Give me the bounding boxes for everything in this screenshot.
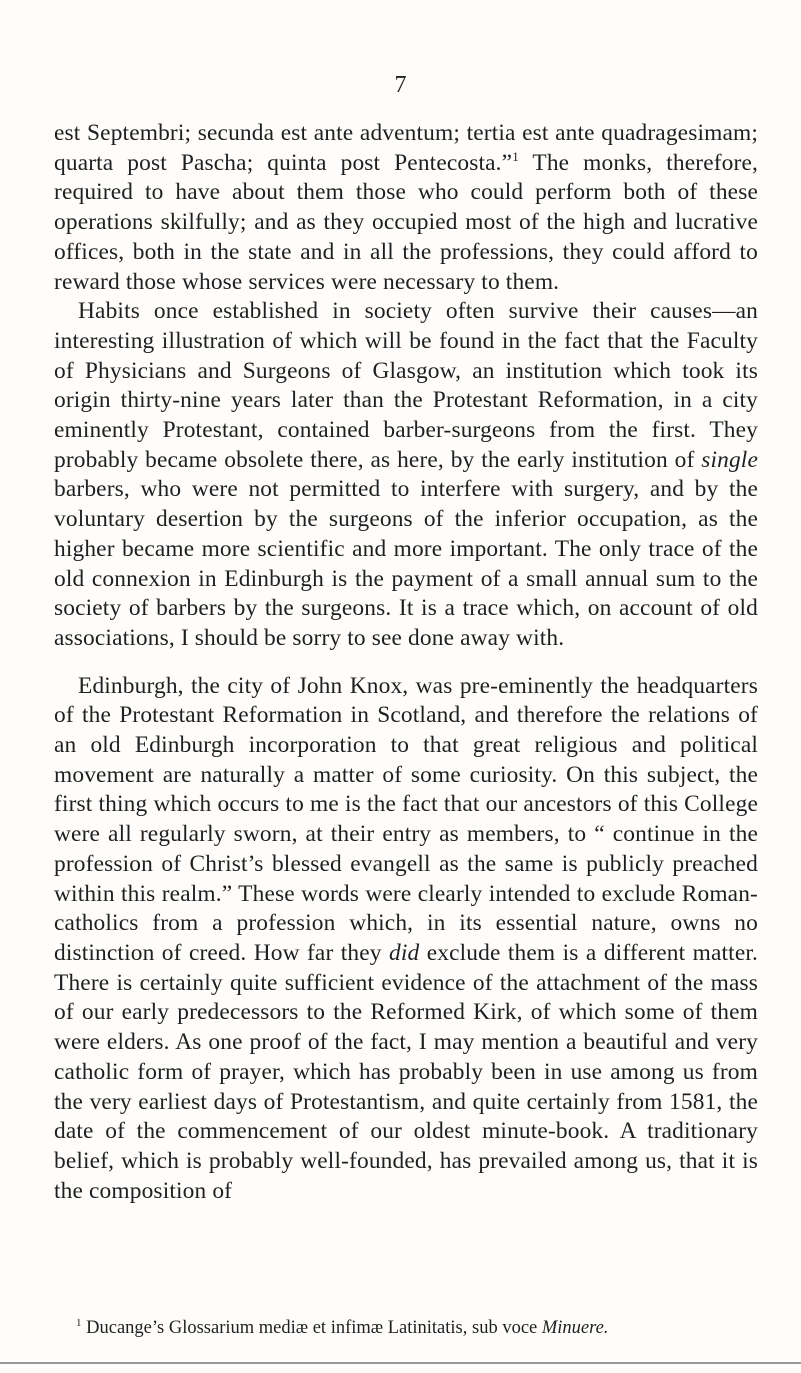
body-text <box>54 119 758 1206</box>
page-number: 7 <box>394 72 407 98</box>
paragraph-3-text-continued: exclude them is a different matter. There is certainly quite sufficient evidence of the attachment of the mass of our early predecessors to the Reformed Kirk, of which some of them were elders. As one proof of the fact, I may mention a beautiful and very catholic form of prayer, which has probably been in use among us from the very earliest days of Protestantism, and quite certainly from 1581, the date of the commencement of our oldest minute-book. A traditionary belief, which is probably well-founded, has prevailed among us, that it is the composition of <box>54 939 758 1204</box>
footnote-emphasis: Minuere. <box>541 1318 609 1338</box>
footnote-reference[interactable]: 1 <box>512 148 519 164</box>
paragraph-1-text: est Septembri; secunda est ante adventum; tertia est ante quadragesimam; quarta post Pascha; quinta post Pentecosta.” <box>54 120 758 176</box>
paragraph-3 <box>54 672 758 1207</box>
paragraph-2-text: Habits once established in society often survive their causes—an interesting illustration of which will be found in the fact that the Faculty of Physicians and Surgeons of Glasgow, an institution which took its origin thirty-nine years later than the Protestant Reformation, in a city eminently Protestant, contained barber-surgeons from the first. They probably became obsolete there, as here, by the early institution of <box>54 298 758 473</box>
paragraph-2 <box>54 297 758 653</box>
page-bottom-divider <box>0 1362 801 1364</box>
paragraph-3-emphasis: did <box>389 939 420 966</box>
paragraph-1-text-continued: The monks, therefore, required to have about them those who could perform both of these operations skilfully; and as they occupied most of the high and lucrative offices, both in the state and in all the professions, they could afford to reward those whose services were necessary to them. <box>54 149 758 295</box>
paragraph-1 <box>54 119 758 297</box>
footnote <box>54 1316 758 1340</box>
paragraph-2-emphasis: single <box>701 446 758 473</box>
paragraph-3-text: Edinburgh, the city of John Knox, was pre-eminently the headquarters of the Protestant Reformation in Scotland, and therefore the relations of an old Edinburgh incorporation to that great religious and political movement are naturally a matter of some curiosity. On this subject, the first thing which occurs to me is the fact that our ancestors of this College were all regularly sworn, at their entry as members, to “ continue in the profession of Christ’s blessed evangell as the same is publicly preached within this realm.” These words were clearly intended to exclude Roman-catholics from a profession which, in its essential nature, owns no distinction of creed. How far they <box>54 672 758 966</box>
footnote-text: Ducange’s Glossarium mediæ et infimæ Latinitatis, sub voce <box>81 1318 542 1338</box>
footnote-number: 1 <box>76 1316 82 1329</box>
paragraph-2-text-continued: barbers, who were not permitted to interfere with surgery, and by the voluntary desertion by the surgeons of the inferior occupation, as the higher became more scientific and more important. The only trace of the old connexion in Edinburgh is the payment of a small annual sum to the society of barbers by the surgeons. It is a trace which, on account of old associations, I should be sorry to see done away with. <box>54 476 758 651</box>
